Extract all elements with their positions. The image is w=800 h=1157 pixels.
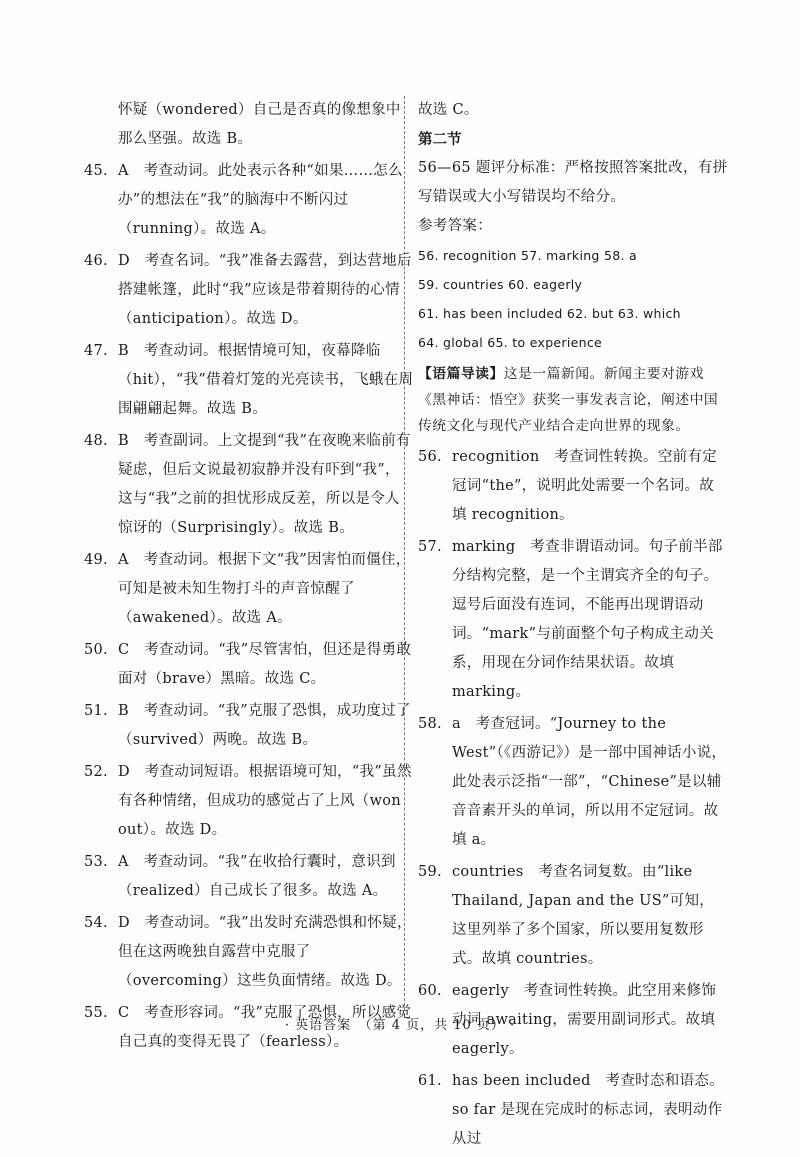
item-text: A 考查动词。“我”在收拾行囊时，意识到（realized）自己成长了很多。故选 A。 — [118, 854, 396, 899]
answer-explanation-item — [84, 636, 414, 694]
item-text: B 考查副词。上文提到“我”在夜晚来临前有疑虑，但后文说最初寂静并没有吓到“我”，这与“我”之前的担忧形成反差，所以是令人惊讶的（Surprisingly）。故选 B。 — [118, 433, 411, 536]
section-title: 第二节 — [418, 131, 462, 148]
answer-explanation-item — [84, 546, 414, 633]
item-number: 51. — [84, 703, 108, 719]
item-number: 60. — [418, 983, 442, 999]
item-text: has been included 考查时态和语态。so far 是现在完成时的标志词，表明动作从过 — [452, 1073, 724, 1147]
item-text: B 考查动词。“我”克服了恐惧，成功度过了（survived）两晚。故选 B。 — [118, 703, 411, 748]
item-text: countries 考查名词复数。由“like Thailand, Japan and the US”可知，这里列举了多个国家，所以要用复数形式。故填 countries。 — [452, 864, 715, 967]
item-number: 59. — [418, 864, 442, 880]
item-number: 57. — [418, 539, 442, 555]
item-number: 54. — [84, 915, 108, 931]
item-number: 50. — [84, 642, 108, 658]
blank-explanation-item — [418, 533, 728, 707]
passage-guide-text: 这是一篇新闻。新闻主要对游戏《黑神话：悟空》获奖一事发表言论，阐述中国传统文化与现代产业结合走向世界的现象。 — [418, 366, 719, 434]
item-text: A 考查动词。此处表示各种“如果……怎么办”的想法在“我”的脑海中不断闪过（running）。故选 A。 — [118, 163, 403, 237]
answer-explanation-item — [84, 247, 414, 334]
item-text: a 考查冠词。“Journey to the West”（《西游记》）是一部中国神话小说，此处表示泛指“一部”，“Chinese”是以辅音音素开头的单词，所以用不定冠词。故填 a。 — [452, 716, 727, 848]
answer-explanation-item — [84, 157, 414, 244]
passage-guide-label: 【语篇导读】 — [418, 366, 504, 382]
answer-explanation-item — [84, 697, 414, 755]
item-number: 61. — [418, 1073, 442, 1089]
item-text: recognition 考查词性转换。空前有定冠词“the”，说明此处需要一个名词。故填 recognition。 — [452, 449, 718, 523]
item-number: 58. — [418, 716, 442, 732]
answer-explanation-item — [84, 427, 414, 543]
answer-explanation-item — [84, 848, 414, 906]
reference-answer-label: 参考答案： — [418, 218, 492, 234]
answer-list — [418, 241, 728, 357]
item-number: 55. — [84, 1005, 108, 1021]
item-number: 52. — [84, 764, 108, 780]
answer-line: 59. countries 60. eagerly — [418, 277, 583, 292]
item-number: 48. — [84, 433, 108, 449]
left-continuation-text: 怀疑（wondered）自己是否真的像想象中那么坚强。故选 B。 — [118, 102, 401, 147]
answer-line: 61. has been included 62. but 63. which — [418, 306, 681, 321]
item-number: 56. — [418, 449, 442, 465]
scoring-criteria: 56—65 题评分标准：严格按照答案批改，有拼写错误或大小写错误均不给分。 — [418, 160, 728, 205]
left-column — [84, 96, 414, 1060]
answer-explanation-item — [84, 758, 414, 845]
right-continuation-text: 故选 C。 — [418, 102, 479, 118]
passage-guide — [418, 361, 728, 439]
item-text: D 考查动词短语。根据语境可知，“我”虽然有各种情绪，但成功的感觉占了上风（won out）。故选 D。 — [118, 764, 412, 838]
answer-explanation-item — [84, 909, 414, 996]
item-text: C 考查形容词。“我”克服了恐惧，所以感觉自己真的变得无畏了（fearless）。 — [118, 1005, 412, 1050]
item-text: D 考查动词。“我”出发时充满恐惧和怀疑，但在这两晚独自露营中克服了（overcoming）这些负面情绪。故选 D。 — [118, 915, 412, 989]
item-number: 46. — [84, 253, 108, 269]
item-number: 53. — [84, 854, 108, 870]
answer-explanation-item — [84, 337, 414, 424]
blank-explanation-item — [418, 710, 728, 855]
right-column — [418, 96, 728, 1157]
blank-explanation-item — [418, 1067, 728, 1154]
item-text: B 考查动词。根据情境可知，夜幕降临（hit），“我”借着灯笼的光亮读书，飞蛾在周围翩翩起舞。故选 B。 — [118, 343, 414, 417]
item-number: 49. — [84, 552, 108, 568]
item-text: A 考查动词。根据下文“我”因害怕而僵住，可知是被未知生物打斗的声音惊醒了（awakened）。故选 A。 — [118, 552, 411, 626]
answer-line: 64. global 65. to experience — [418, 335, 603, 350]
item-text: eagerly 考查词性转换。此空用来修饰动词 awaiting，需要用副词形式。故填 eagerly。 — [452, 983, 717, 1057]
answer-line: 56. recognition 57. marking 58. a — [418, 248, 637, 263]
item-text: D 考查名词。“我”准备去露营，到达营地后搭建帐篷，此时“我”应该是带着期待的心情（anticipation）。故选 D。 — [118, 253, 412, 327]
item-number: 47. — [84, 343, 108, 359]
item-text: marking 考查非谓语动词。句子前半部分结构完整，是一个主谓宾齐全的句子。逗号后面没有连词，不能再出现谓语动词。“mark”与前面整个句子构成主动关系，用现在分词作结果状语。故填 marking。 — [452, 539, 723, 700]
item-text: C 考查动词。“我”尽管害怕，但还是得勇敢面对（brave）黑暗。故选 C。 — [118, 642, 412, 687]
item-number: 45. — [84, 163, 108, 179]
page-footer: · 英语答案 （第 4 页，共 10 页） · — [284, 1018, 516, 1033]
blank-explanation-item — [418, 858, 728, 974]
blank-explanation-item — [418, 443, 728, 530]
